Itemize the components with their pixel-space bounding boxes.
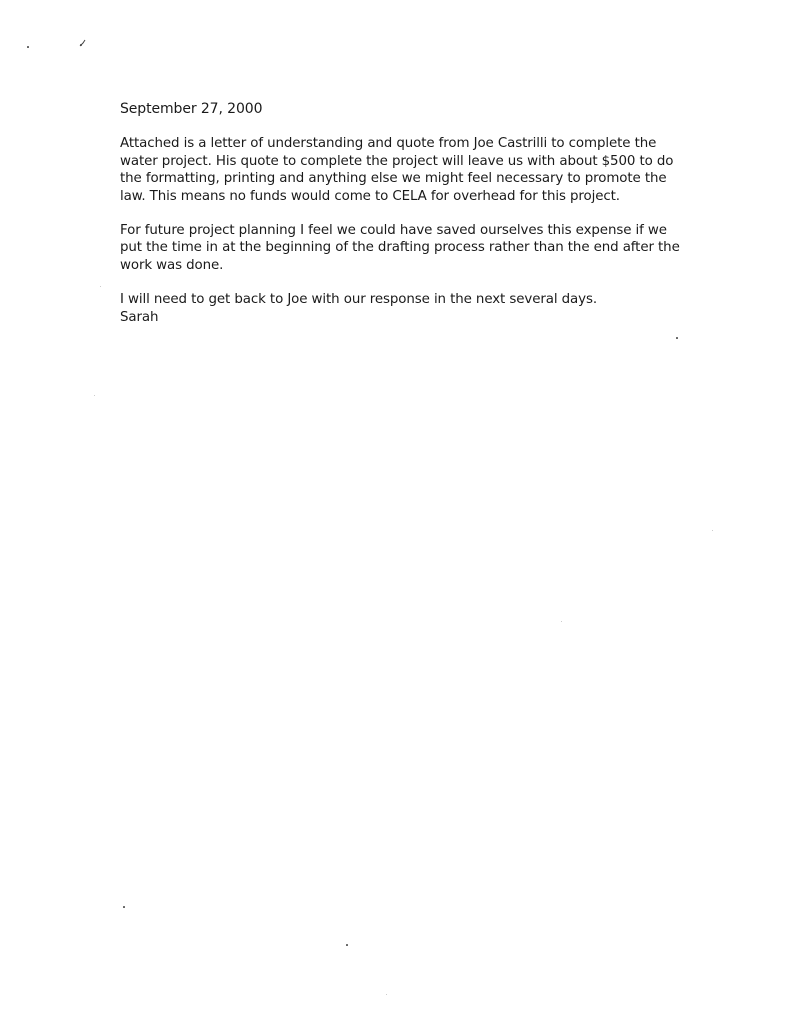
scan-speck — [100, 286, 101, 287]
scan-speck — [27, 46, 29, 48]
paragraph-line: law. This means no funds would come to CELA for overhead for this project. — [120, 188, 620, 204]
paragraph-line: For future project planning I feel we could have saved ourselves this expense if we — [120, 223, 667, 239]
paragraph-line: put the time in at the beginning of the drafting process rather than the end after the — [120, 240, 680, 256]
paragraph-line: Attached is a letter of understanding and quote from Joe Castrilli to complete the — [120, 136, 657, 152]
scan-speck — [712, 530, 713, 531]
scan-speck — [94, 395, 95, 396]
signature: Sarah — [120, 309, 159, 325]
letter-date: September 27, 2000 — [120, 101, 263, 117]
closing-line: I will need to get back to Joe with our response in the next several days. — [120, 292, 597, 308]
scan-speck — [561, 621, 562, 622]
stray-ink-mark — [78, 38, 88, 48]
letter-paragraph-1 — [120, 135, 680, 205]
letter-closing — [120, 291, 680, 326]
paragraph-line: the formatting, printing and anything else we might feel necessary to promote the — [120, 171, 667, 187]
letter-body — [120, 101, 680, 326]
scan-speck — [123, 906, 125, 908]
letter-paragraph-2 — [120, 222, 680, 274]
scan-speck — [386, 994, 387, 995]
scan-speck — [346, 944, 348, 946]
scan-speck — [676, 337, 678, 339]
paragraph-line: work was done. — [120, 257, 224, 273]
paragraph-line: water project. His quote to complete the project will leave us with about $500 to do — [120, 153, 674, 169]
